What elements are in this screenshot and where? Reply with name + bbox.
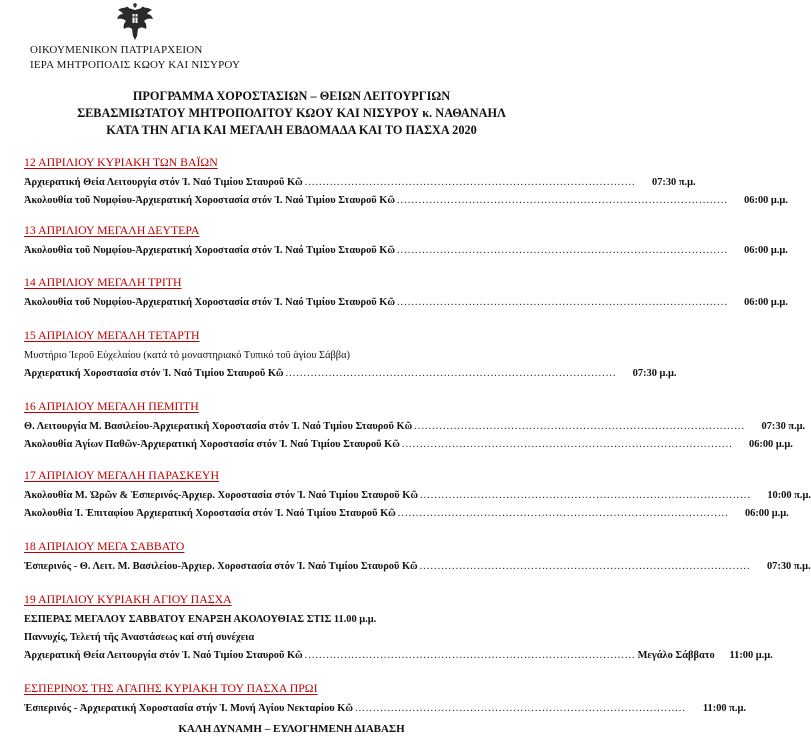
schedule-row	[24, 487, 811, 505]
day-section	[24, 223, 788, 260]
schedule-row	[24, 294, 788, 312]
service-time: 06:00 μ.μ.	[749, 439, 793, 450]
service-text: Ἀκολουθία τοῦ Νυμφίου-Ἀρχιερατική Χοροστασία στόν Ἰ. Ναό Τιμίου Σταυροῦ Κῶ	[24, 245, 395, 256]
schedule-row	[24, 242, 788, 260]
service-text: Ἀκολουθία Ἰ. Ἐπιταφίου Ἀρχιερατική Χοροστασία στόν Ἰ. Ναό Τιμίου Σταυροῦ Κῶ	[24, 508, 396, 519]
service-text: Θ. Λειτουργία Μ. Βασιλείου-Ἀρχιερατική Χοροστασία στόν Ἰ. Ναό Τιμίου Σταυροῦ Κῶ	[24, 421, 413, 432]
leader-dots: ............................................................................................	[419, 561, 751, 572]
service-text: Ἑσπερινός - Θ. Λειτ. Μ. Βασιλείου-Ἀρχιερ. Χοροστασία στόν Ἰ. Ναό Τιμίου Σταυροῦ Κῶ	[24, 561, 418, 572]
schedule-row	[24, 365, 677, 383]
schedule-row	[24, 192, 788, 210]
leader-dots: ............................................................................................	[419, 490, 751, 501]
day-section	[24, 592, 773, 665]
leader-dots: ............................................................................................	[414, 421, 746, 432]
day-section	[24, 328, 677, 383]
service-time: 06:00 μ.μ.	[744, 195, 788, 206]
schedule-row	[24, 418, 806, 436]
service-time: 07:30 μ.μ.	[632, 368, 677, 379]
service-time: 07:30 π.μ.	[652, 177, 696, 188]
service-time: 06:00 μ.μ.	[744, 297, 788, 308]
service-text: Ἀρχιερατική Θεία Λειτουργία στόν Ἰ. Ναό Τιμίου Σταυροῦ Κῶ	[24, 650, 303, 661]
leader-dots: ............................................................................................	[396, 195, 728, 206]
closing-greeting: ΚΑΛΗ ΔΥΝΑΜΗ – ΕΥΛΟΓΗΜΕΝΗ ΔΙΑΒΑΣΗ	[178, 723, 405, 735]
service-time: 11:00 μ.μ.	[729, 650, 773, 661]
title-line-1: ΠΡΟΓΡΑΜΜΑ ΧΟΡΟΣΤΑΣΙΩΝ – ΘΕΙΩΝ ΛΕΙΤΟΥΡΓΙΩΝ	[132, 89, 451, 103]
day-heading: 12 ΑΠΡΙΛΙΟΥ ΚΥΡΙΑΚΗ ΤΩΝ ΒΑΪΩΝ	[24, 155, 218, 169]
service-announcement: ΕΣΠΕΡΑΣ ΜΕΓΑΛΟΥ ΣΑΒΒΑΤΟΥ ΕΝΑΡΞΗ ΑΚΟΛΟΥΘΙΑΣ ΣΤΙΣ 11.00 μ.μ.	[24, 614, 377, 625]
service-text: Ἀκολουθία τοῦ Νυμφίου-Ἀρχιερατική Χοροστασία στόν Ἰ. Ναό Τιμίου Σταυροῦ Κῶ	[24, 297, 395, 308]
leader-dots: ............................................................................................	[304, 177, 636, 188]
document-title	[0, 88, 583, 139]
leader-dots: ............................................................................................	[396, 297, 728, 308]
day-heading: 17 ΑΠΡΙΛΙΟΥ ΜΕΓΑΛΗ ΠΑΡΑΣΚΕΥΗ	[24, 468, 219, 482]
day-heading: 15 ΑΠΡΙΛΙΟΥ ΜΕΓΑΛΗ ΤΕΤΑΡΤΗ	[24, 328, 200, 342]
schedule-row	[24, 558, 811, 576]
org-line-1: ΟΙΚΟΥΜΕΝΙΚΟΝ ΠΑΤΡΙΑΡΧΕΙΟΝ	[30, 44, 203, 56]
service-time: 07:30 π.μ.	[761, 421, 806, 432]
day-section	[24, 155, 788, 210]
service-text: Ἀκολουθία Μ. Ὡρῶν & Ἑσπερινός-Ἀρχιερ. Χοροστασία στόν Ἰ. Ναό Τιμίου Σταυροῦ Κῶ	[24, 490, 418, 501]
service-text: Ἀρχιερατική Χοροστασία στόν Ἰ. Ναό Τιμίου Σταυροῦ Κῶ	[24, 368, 284, 379]
day-heading: 19 ΑΠΡΙΛΙΟΥ ΚΥΡΙΑΚΗ ΑΓΙΟΥ ΠΑΣΧΑ	[24, 592, 232, 606]
schedule-row	[24, 174, 696, 192]
day-heading: ΕΣΠΕΡΙΝΟΣ ΤΗΣ ΑΓΑΠΗΣ ΚΥΡΙΑΚΗ ΤΟΥ ΠΑΣΧΑ ΠΡΩΙ	[24, 681, 318, 695]
day-section	[24, 539, 811, 576]
title-line-3: ΚΑΤΑ ΤΗΝ ΑΓΙΑ ΚΑΙ ΜΕΓΑΛΗ ΕΒΔΟΜΑΔΑ ΚΑΙ ΤΟ ΠΑΣΧΑ 2020	[106, 123, 477, 137]
day-heading: 13 ΑΠΡΙΛΙΟΥ ΜΕΓΑΛΗ ΔΕΥΤΕΡΑ	[24, 223, 200, 237]
day-section	[24, 275, 788, 312]
schedule-note	[24, 347, 556, 365]
leader-dots: ............................................................................................	[304, 650, 636, 661]
leader-dots: ............................................................................................	[401, 439, 733, 450]
service-text: Ἀρχιερατική Θεία Λειτουργία στόν Ἰ. Ναό Τιμίου Σταυροῦ Κῶ	[24, 177, 303, 188]
service-time: 06:00 μ.μ.	[744, 245, 788, 256]
service-text: Ἑσπερινός - Ἀρχιερατική Χοροστασία στήν Ἰ. Μονή Ἁγίου Νεκταρίου Κῶ	[24, 703, 353, 714]
service-text: Ἀκολουθία Ἁγίων Παθῶν-Ἀρχιερατική Χοροστασία στόν Ἰ. Ναό Τιμίου Σταυροῦ Κῶ	[24, 439, 400, 450]
day-heading: 14 ΑΠΡΙΛΙΟΥ ΜΕΓΑΛΗ ΤΡΙΤΗ	[24, 275, 182, 289]
service-day-note: Μεγάλο Σάββατο	[637, 650, 715, 661]
service-time: 06:00 μ.μ.	[744, 508, 789, 519]
schedule-row	[24, 505, 789, 523]
title-line-2: ΣΕΒΑΣΜΙΩΤΑΤΟΥ ΜΗΤΡΟΠΟΛΙΤΟΥ ΚΩΟΥ ΚΑΙ ΝΙΣΥΡΟΥ κ. ΝΑΘΑΝΑΗΛ	[77, 106, 506, 120]
service-announcement: Παννυχίς, Τελετή τῆς Ἀναστάσεως καί στή συνέχεια	[24, 632, 255, 643]
schedule-row	[24, 700, 746, 718]
org-line-2: ΙΕΡΑ ΜΗΤΡΟΠΟΛΙΣ ΚΩΟΥ ΚΑΙ ΝΙΣΥΡΟΥ	[30, 59, 241, 71]
leader-dots: ............................................................................................	[396, 245, 728, 256]
service-time: 11:00 π.μ.	[702, 703, 746, 714]
leader-dots: ............................................................................................	[354, 703, 686, 714]
day-heading: 16 ΑΠΡΙΛΙΟΥ ΜΕΓΑΛΗ ΠΕΜΠΤΗ	[24, 399, 199, 413]
service-note: Μυστήριο Ἱεροῦ Εὐχελαίου (κατά τό μοναστηριακό Τυπικό τοῦ ἁγίου Σάββα)	[24, 350, 350, 361]
leader-dots: ............................................................................................	[285, 368, 617, 379]
schedule-line	[24, 629, 556, 647]
leader-dots: ............................................................................................	[397, 508, 729, 519]
schedule-line	[24, 611, 556, 629]
service-text: Ἀκολουθία τοῦ Νυμφίου-Ἀρχιερατική Χοροστασία στόν Ἰ. Ναό Τιμίου Σταυροῦ Κῶ	[24, 195, 395, 206]
double-headed-eagle-icon	[115, 2, 155, 42]
schedule-row	[24, 436, 793, 454]
day-section	[24, 399, 806, 454]
day-section	[24, 681, 746, 718]
day-section	[24, 468, 811, 523]
schedule-row	[24, 647, 773, 665]
service-time: 10:00 π.μ.	[767, 490, 811, 501]
day-heading: 18 ΑΠΡΙΛΙΟΥ ΜΕΓΑ ΣΑΒΒΑΤΟ	[24, 539, 185, 553]
service-time: 07:30 π.μ.	[766, 561, 811, 572]
